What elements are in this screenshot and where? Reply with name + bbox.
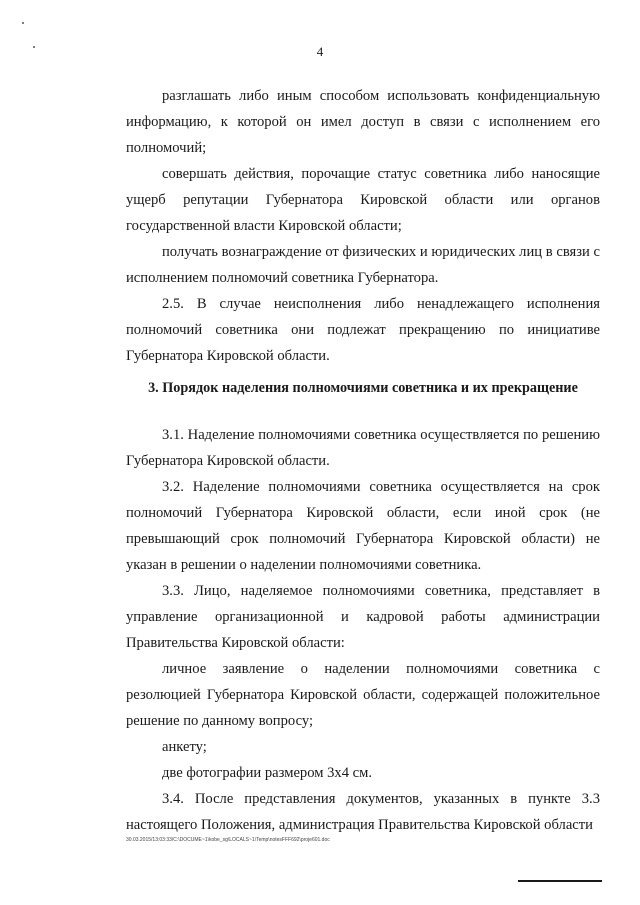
paragraph-2-5: 2.5. В случае неисполнения либо ненадлежащего исполнения полномочий советника они подлежат прекращению по инициативе Губернатора Кировской области. [126, 296, 600, 364]
page-number: 4 [316, 44, 324, 59]
paragraph-application: личное заявление о наделении полномочиями советника с резолюцией Губернатора Кировской области, содержащей положительное решение по данному вопросу; [126, 661, 600, 729]
section-heading: 3. Порядок наделения полномочиями советника и их прекращение [148, 380, 578, 396]
paragraph-questionnaire: анкету; [162, 739, 207, 755]
paragraph-3-3: 3.3. Лицо, наделяемое полномочиями советника, представляет в управление организационной и кадровой работы администрации Правительства Кировской области: [126, 583, 600, 651]
scan-speck [22, 22, 24, 24]
paragraph-photos: две фотографии размером 3х4 см. [162, 765, 373, 781]
paragraph-3-1: 3.1. Наделение полномочиями советника осуществляется по решению Губернатора Кировской области. [126, 427, 600, 469]
scan-edge-line [518, 880, 602, 882]
paragraph-3-2: 3.2. Наделение полномочиями советника осуществляется на срок полномочий Губернатора Кировской области, если иной срок (не превышающий срок полномочий Губернатора Кировской области) не указан в решении о наделении полномочиями советника. [126, 479, 600, 573]
paragraph-3-4: 3.4. После представления документов, указанных в пункте 3.3 настоящего Положения, администрация Правительства Кировской области [126, 791, 600, 833]
paragraph-discredit: совершать действия, порочащие статус советника либо наносящие ущерб репутации Губернатора Кировской области или органов государственной власти Кировской области; [126, 166, 600, 234]
paragraph-disclose: разглашать либо иным способом использовать конфиденциальную информацию, к которой он имел доступ в связи с исполнением его полномочий; [126, 88, 600, 156]
paragraph-reward: получать вознаграждение от физических и юридических лиц в связи с исполнением полномочий советника Губернатора. [126, 244, 600, 286]
footer-file-path: 30.03.2015/13:03:33/C:\DOCUME~1\kobe_sg\LOCALS~1\Temp\notesFFF692\proje601.doc [126, 837, 330, 843]
